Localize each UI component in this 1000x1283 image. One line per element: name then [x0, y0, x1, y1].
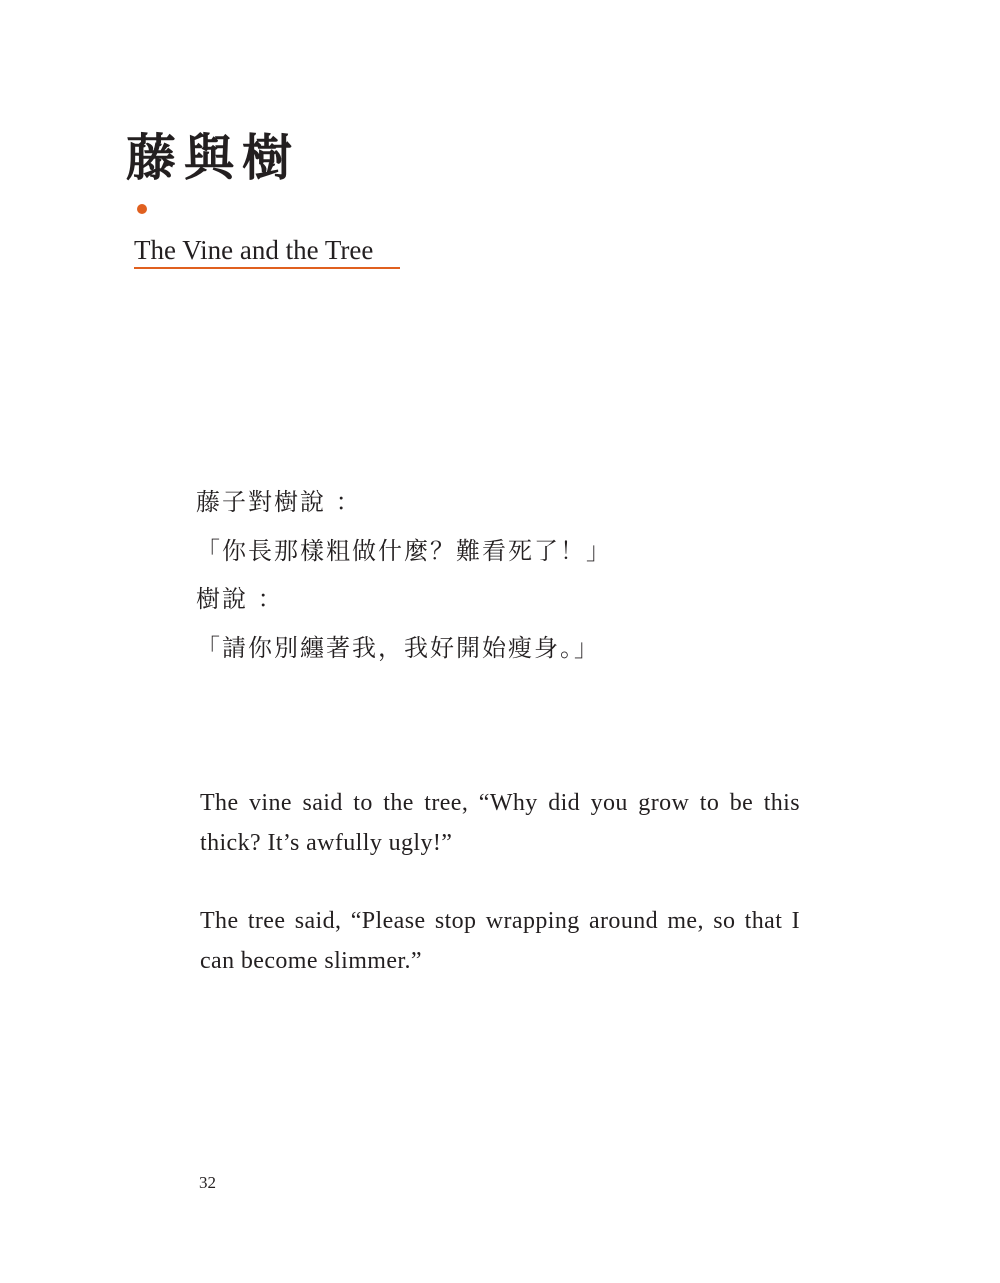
english-paragraph: The tree said, “Please stop wrapping around me, so that I can become slimmer.” [200, 908, 800, 974]
page-title-chinese: 藤與樹 [126, 128, 300, 187]
chinese-text-block [196, 478, 612, 672]
english-text-block [200, 784, 800, 1020]
page-title-english: The Vine and the Tree [134, 235, 374, 265]
accent-dot [137, 204, 147, 214]
chinese-line: 「你長那樣粗做什麼？難看死了！」 [196, 536, 612, 565]
chinese-line: 藤子對樹說 ： [196, 488, 362, 516]
english-paragraph: The vine said to the tree, “Why did you grow to be this thick? It’s awfully ugly!” [200, 790, 800, 856]
title-underline [134, 267, 400, 269]
page-number: 32 [199, 1173, 216, 1192]
chinese-line: 樹說 ： [196, 585, 284, 613]
chinese-line: 「請你別纏著我，我好開始瘦身。」 [196, 633, 600, 662]
